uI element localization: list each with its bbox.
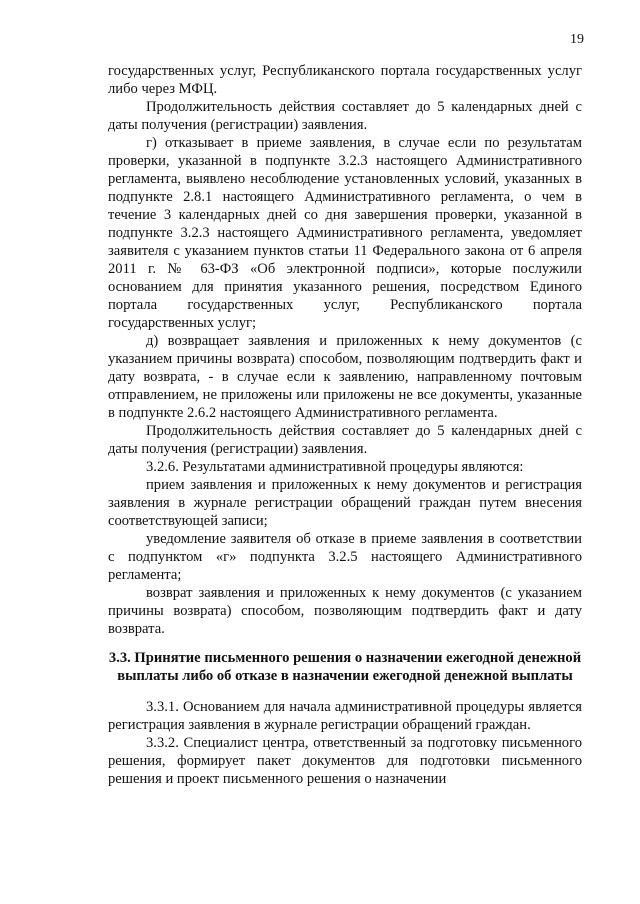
paragraph: государственных услуг, Республиканского портала государственных услуг либо через МФЦ. xyxy=(108,63,582,97)
document-body xyxy=(108,62,582,788)
section-heading: 3.3. Принятие письменного решения о назначении ежегодной денежной выплаты либо об отказе в назначении ежегодной денежной выплаты xyxy=(108,650,582,684)
paragraph: прием заявления и приложенных к нему документов и регистрация заявления в журнале регистрации обращений граждан путем внесения соответствующей записи; xyxy=(108,477,582,529)
paragraph: 3.3.1. Основанием для начала административной процедуры является регистрация заявления в журнале регистрации обращений граждан. xyxy=(108,699,582,733)
paragraph: 3.2.6. Результатами административной процедуры являются: xyxy=(146,459,524,475)
paragraph: г) отказывает в приеме заявления, в случае если по результатам проверки, указанной в подпункте 3.2.3 настоящего Административного регламента, выявлено несоблюдение установленных условий, указанных в подпункте 2.8.1 настоящего Административного регламента, о чем в течение 3 календарных дней со дня завершения проверки, указанной в подпункте 3.2.3 настоящего Административного регламента, уведомляет заявителя с указанием пунктов статьи 11 Федерального закона от 6 апреля 2011 г. № 63-ФЗ «Об электронной подписи», которые послужили основанием для принятия указанного решения, посредством Единого портала государственных услуг, Республиканского портала государственных услуг; xyxy=(108,135,582,331)
paragraph: Продолжительность действия составляет до 5 календарных дней с даты получения (регистрации) заявления. xyxy=(108,99,582,133)
paragraph: возврат заявления и приложенных к нему документов (с указанием причины возврата) способом, позволяющим подтвердить факт и дату возврата. xyxy=(108,585,582,637)
paragraph: д) возвращает заявления и приложенных к нему документов (с указанием причины возврата) способом, позволяющим подтвердить факт и дату возврата, - в случае если к заявлению, направленному почтовым отправлением, не приложены или приложены не все документы, указанные в подпункте 2.6.2 настоящего Административного регламента. xyxy=(108,333,582,421)
paragraph: 3.3.2. Специалист центра, ответственный за подготовку письменного решения, формирует пакет документов для подготовки письменного решения и проект письменного решения о назначении xyxy=(108,735,582,787)
page-number: 19 xyxy=(570,32,584,47)
paragraph: Продолжительность действия составляет до 5 календарных дней с даты получения (регистрации) заявления. xyxy=(108,423,582,457)
paragraph: уведомление заявителя об отказе в приеме заявления в соответствии с подпунктом «г» подпункта 3.2.5 настоящего Административного регламента; xyxy=(108,531,582,583)
